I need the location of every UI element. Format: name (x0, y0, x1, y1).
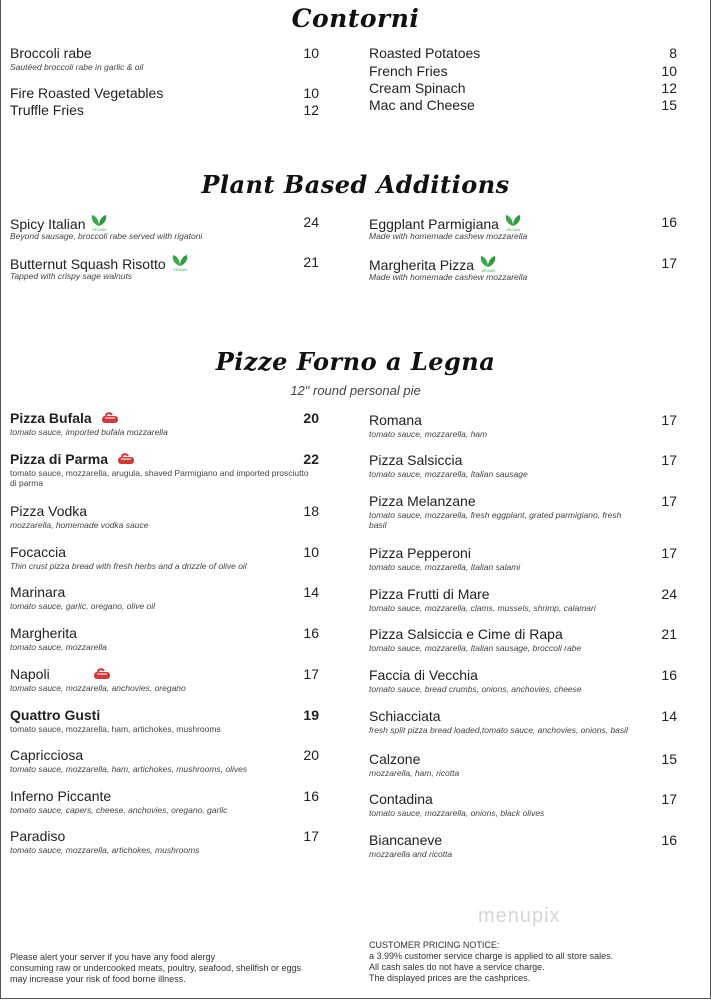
chili-pepper-icon (116, 453, 136, 465)
item-desc: Made with homemade cashew mozzarella (369, 231, 528, 241)
allergy-line: Please alert your server if you have any food alergy (10, 952, 216, 962)
item-price: 16 (661, 667, 677, 683)
allergy-line: consuming raw or undercooked meats, poultry, seafood, shellfish or eggs (10, 963, 301, 973)
item-price: 17 (661, 412, 677, 428)
item-price: 17 (303, 666, 319, 682)
item-price: 17 (661, 791, 677, 807)
item-name: Pizza Bufala (10, 410, 92, 426)
menu-item (369, 586, 677, 613)
vegan-label: VEGAN (481, 268, 496, 273)
pricing-line: The displayed prices are the cashprices. (369, 973, 531, 983)
item-name: French Fries (369, 63, 448, 79)
menu-item (10, 214, 319, 241)
allergy-notice (10, 952, 301, 985)
item-name: Roasted Potatoes (369, 45, 481, 61)
item-desc: tomato sauce, mozzarella, Italian sausage, broccoli rabe (369, 643, 582, 653)
menu-item (369, 45, 677, 61)
item-desc: tomato sauce, mozzarella, Italian salami (369, 562, 521, 572)
item-name: Focaccia (10, 544, 67, 560)
item-name: Marinara (10, 584, 66, 600)
item-desc: tomato sauce, mozzarella, ham (369, 429, 488, 439)
pricing-line: CUSTOMER PRICING NOTICE: (369, 940, 500, 950)
item-desc: tomato sauce, mozzarella, clams, mussels, shrimp, calamari (369, 603, 596, 613)
menu-item (10, 625, 319, 652)
item-desc: tomato sauce, mozzarella, ham, artichokes, mushrooms, olives (10, 764, 248, 774)
item-name: Calzone (369, 751, 421, 767)
menu-item (10, 451, 319, 488)
item-price: 17 (661, 493, 677, 509)
menu-item (10, 45, 319, 72)
item-name: Inferno Piccante (10, 788, 112, 804)
menu-item (10, 410, 319, 437)
item-price: 19 (303, 707, 319, 723)
menu-item (369, 412, 677, 439)
item-price: 17 (661, 452, 677, 468)
item-desc: tomato sauce, mozzarella, onions, black olives (369, 808, 545, 818)
item-price: 12 (303, 102, 319, 118)
item-name: Pizza Melanzane (369, 493, 476, 509)
item-name: Biancaneve (369, 832, 443, 848)
vegan-label: VEGAN (92, 227, 107, 232)
item-desc: mozzarella, homemade vodka sauce (10, 520, 149, 530)
item-name: Romana (369, 412, 422, 428)
item-name: Mac and Cheese (369, 97, 475, 113)
item-price: 10 (303, 45, 319, 61)
item-price: 20 (303, 747, 319, 763)
vegan-leaf-icon (170, 254, 190, 272)
menu-item (10, 254, 319, 281)
menu-item (369, 751, 677, 778)
item-name: Cream Spinach (369, 80, 466, 96)
item-price: 8 (669, 45, 677, 61)
item-price: 24 (303, 214, 319, 230)
item-price: 10 (303, 85, 319, 101)
item-desc: tomato sauce, mozzarella, Italian sausage (369, 469, 528, 479)
menu-item (10, 666, 319, 693)
item-price: 24 (661, 586, 677, 602)
item-price: 14 (303, 584, 319, 600)
item-desc: mozzarella and ricotta (369, 849, 453, 859)
item-name: Pizza Pepperoni (369, 545, 471, 561)
item-price: 12 (661, 80, 677, 96)
item-price: 22 (303, 451, 319, 467)
menu-item (369, 708, 677, 735)
vegan-label: VEGAN (505, 227, 520, 232)
menu-item (10, 85, 319, 101)
menu-item (10, 503, 319, 530)
menu-item (10, 707, 319, 734)
pricing-notice (369, 940, 613, 984)
menu-item (369, 493, 677, 530)
menu-item (369, 452, 677, 479)
item-name: Margherita Pizza (369, 257, 475, 273)
item-desc: Thin crust pizza bread with fresh herbs and a drizzle of olive oil (10, 561, 247, 571)
item-price: 15 (661, 751, 677, 767)
menu-item (369, 667, 677, 694)
menu-item (369, 791, 677, 818)
watermark: menupix (478, 905, 561, 927)
vegan-leaf-icon (89, 214, 109, 232)
item-name: Broccoli rabe (10, 45, 92, 61)
item-name: Pizza Frutti di Mare (369, 586, 490, 602)
item-name: Margherita (10, 625, 77, 641)
item-name: Capricciosa (10, 747, 84, 763)
item-desc: Beyond sausage, broccoli rabe served with rigatoni (10, 231, 203, 241)
pricing-line: a 3.99% customer service charge is applied to all store sales. (369, 951, 614, 961)
menu-item (10, 584, 319, 611)
menu-item (369, 63, 677, 79)
item-name: Fire Roasted Vegetables (10, 85, 164, 101)
item-desc: fresh split pizza bread loaded,tomato sauce, anchovies, onions, basil (369, 725, 628, 735)
item-name: Truffle Fries (10, 102, 84, 118)
item-desc: tomato sauce, capers, cheese, anchovies, oregano, garlic (10, 805, 228, 815)
item-name: Contadina (369, 791, 433, 807)
heading-pizze: Pizze Forno a Legna (215, 347, 496, 376)
pricing-line: All cash sales do not have a service charge. (369, 962, 545, 972)
item-desc: Sautéed broccoli rabe in garlic & oil (10, 62, 144, 72)
item-price: 17 (661, 255, 677, 271)
vegan-leaf-icon (503, 214, 523, 232)
item-name: Schiacciata (369, 708, 441, 724)
menu-item (369, 255, 677, 282)
item-price: 16 (303, 788, 319, 804)
menu-item (369, 626, 677, 653)
item-desc: tomato sauce, mozzarella, anchovies, oregano (10, 683, 186, 693)
item-name: Faccia di Vecchia (369, 667, 478, 683)
item-name: Butternut Squash Risotto (10, 256, 166, 272)
item-price: 21 (661, 626, 677, 642)
item-price: 17 (661, 545, 677, 561)
menu-item (369, 545, 677, 572)
item-desc: tomato sauce, garlic, oregano, olive oil (10, 601, 156, 611)
item-desc: tomato sauce, mozzarella (10, 642, 107, 652)
item-name: Paradiso (10, 828, 66, 844)
item-desc: tomato sauce, bread crumbs, onions, anchovies, cheese (369, 684, 582, 694)
item-name: Napoli (10, 666, 50, 682)
item-name: Pizza Salsiccia e Cime di Rapa (369, 626, 563, 642)
menu-item (10, 788, 319, 815)
item-desc: tomato sauce, mozzarella, arugula, shaved Parmigiano and imported prosciutto di parma (10, 468, 309, 488)
item-desc: tomato sauce, mozzarella, artichokes, mushrooms (10, 845, 200, 855)
item-price: 16 (661, 214, 677, 230)
item-desc: tomato sauce, mozzarella, ham, artichokes, mushrooms (10, 724, 221, 734)
menu-item (369, 832, 677, 859)
item-desc: tomato sauce, mozzarella, fresh eggplant, grated parmigiano, fresh basil (369, 510, 622, 530)
item-name: Spicy Italian (10, 216, 86, 232)
item-price: 21 (303, 254, 319, 270)
menu-item (10, 828, 319, 855)
pizze-subtitle: 12" round personal pie (290, 383, 421, 398)
item-price: 17 (303, 828, 319, 844)
item-name: Pizza Salsiccia (369, 452, 463, 468)
heading-contorni: Contorni (291, 4, 420, 33)
allergy-line: may increase your risk of food borne illness. (10, 974, 186, 984)
item-price: 20 (303, 410, 319, 426)
vegan-leaf-icon (478, 255, 498, 273)
item-name: Pizza Vodka (10, 503, 88, 519)
chili-pepper-icon (92, 668, 112, 680)
item-price: 16 (303, 625, 319, 641)
vegan-label: VEGAN (172, 267, 187, 272)
item-desc: tomato sauce, imported bufala mozzarella (10, 427, 168, 437)
menu-item (369, 80, 677, 96)
menu-item (10, 102, 319, 118)
item-name: Quattro Gusti (10, 707, 101, 723)
item-price: 18 (303, 503, 319, 519)
item-desc: Tapped with crispy sage walnuts (10, 271, 133, 281)
item-price: 10 (303, 544, 319, 560)
chili-pepper-icon (100, 412, 120, 424)
item-price: 10 (661, 63, 677, 79)
item-price: 14 (661, 708, 677, 724)
item-price: 15 (661, 97, 677, 113)
heading-plant-based: Plant Based Additions (201, 170, 510, 199)
item-name: Eggplant Parmigiana (369, 216, 499, 232)
menu-item (369, 97, 677, 113)
menu-item (369, 214, 677, 241)
item-desc: Made with homemade cashew mozzarella (369, 272, 528, 282)
menu-item (10, 544, 319, 571)
item-price: 16 (661, 832, 677, 848)
item-desc: mozzarella, ham, ricotta (369, 768, 460, 778)
menu-item (10, 747, 319, 774)
item-name: Pizza di Parma (10, 451, 109, 467)
